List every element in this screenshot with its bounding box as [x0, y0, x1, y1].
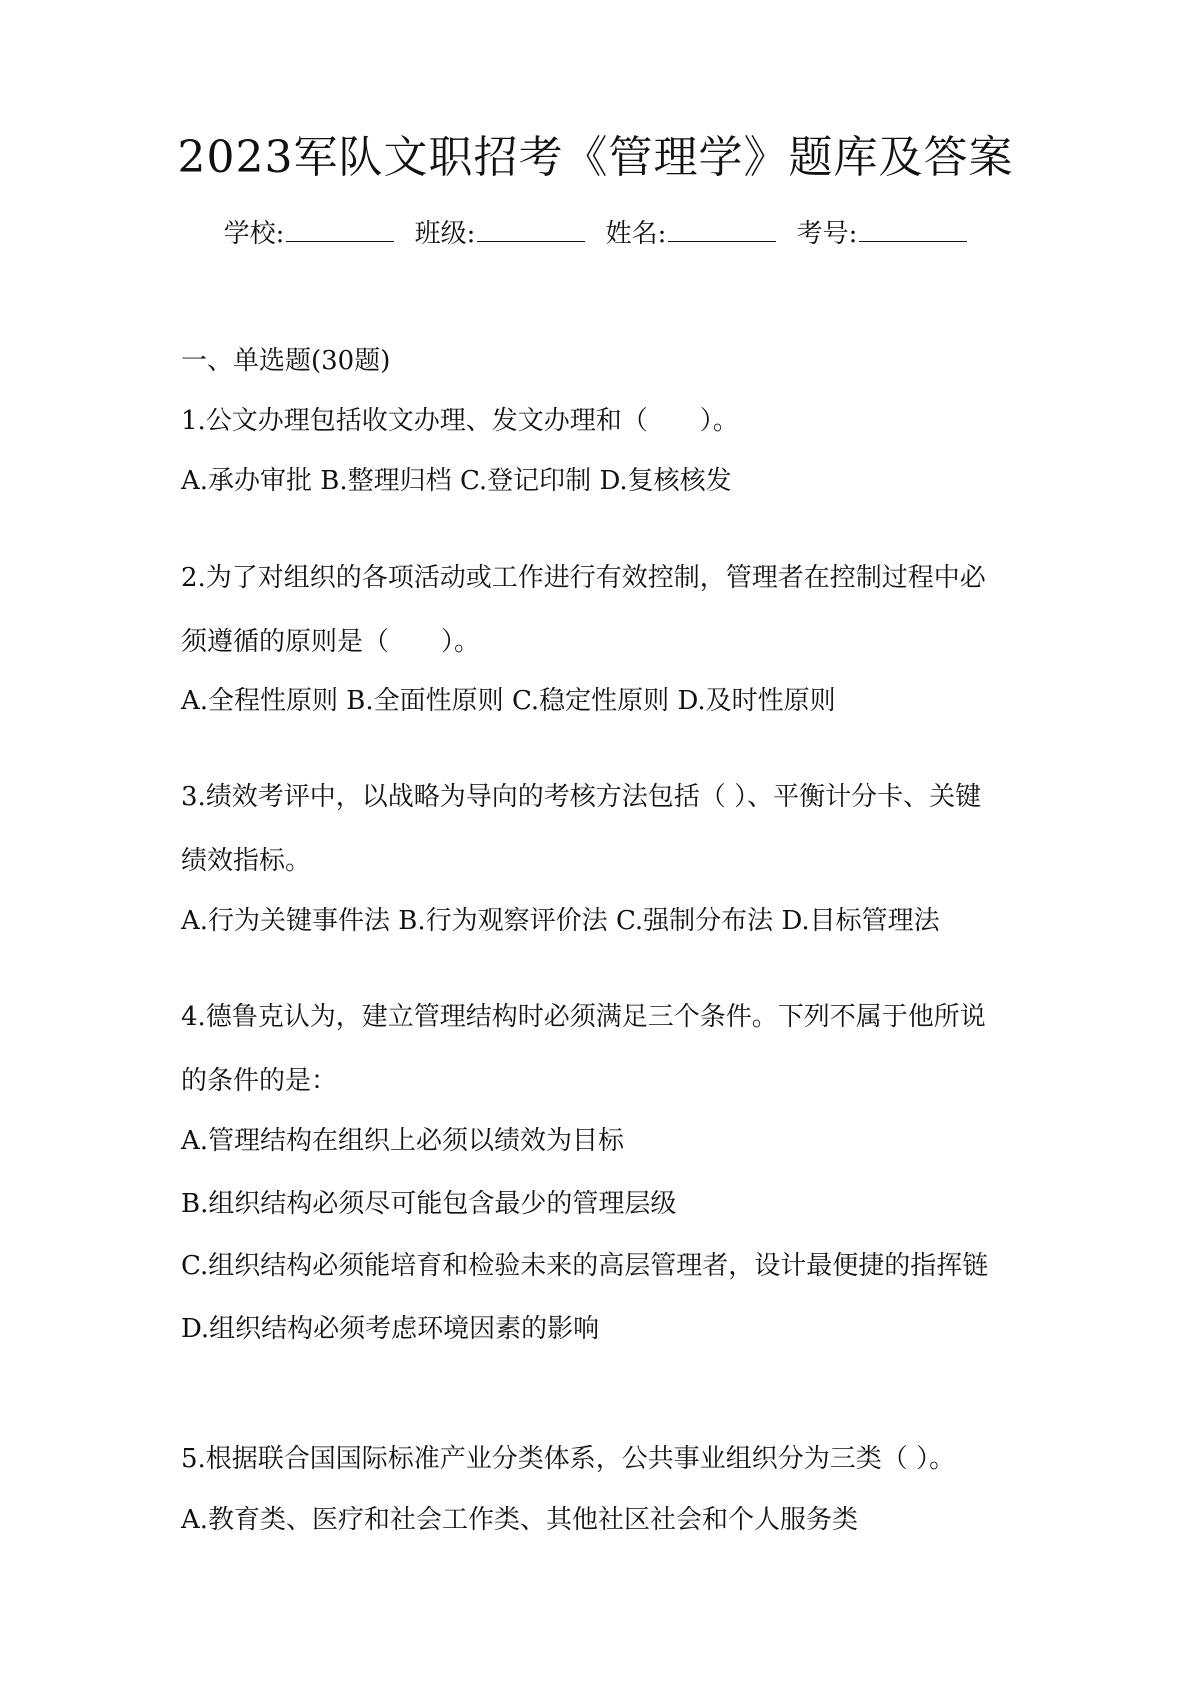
question-4-option-d: D.组织结构必须考虑环境因素的影响 [181, 1314, 600, 1344]
question-1-stem: 1.公文办理包括收文办理、发文办理和（ ）。 [181, 406, 739, 436]
question-4-option-b: B.组织结构必须尽可能包含最少的管理层级 [181, 1189, 677, 1219]
question-2-stem-line-2: 须遵循的原则是（ ）。 [181, 627, 481, 657]
question-4-stem-line-2: 的条件的是： [181, 1066, 338, 1096]
document-title: 2023军队文职招考《管理学》题库及答案 [177, 132, 1014, 183]
info-class-label: 班级: [414, 219, 476, 249]
info-exam-number-label: 考号: [796, 219, 858, 249]
question-3-options: A.行为关键事件法 B.行为观察评价法 C.强制分布法 D.目标管理法 [181, 906, 940, 936]
info-class-blank [477, 217, 585, 242]
info-class [415, 216, 586, 252]
question-4-stem-line-1: 4.德鲁克认为，建立管理结构时必须满足三个条件。下列不属于他所说 [181, 1002, 986, 1032]
section-heading: 一、单选题(30题) [181, 346, 391, 376]
info-name-blank [668, 217, 776, 242]
question-3-stem-line-1: 3.绩效考评中，以战略为导向的考核方法包括（ ）、平衡计分卡、关键 [181, 782, 982, 812]
question-5-stem: 5.根据联合国国际标准产业分类体系，公共事业组织分为三类（ ）。 [181, 1444, 956, 1474]
student-info-row [0, 216, 1191, 252]
question-4-option-c: C.组织结构必须能培育和检验未来的高层管理者，设计最便捷的指挥链 [181, 1251, 989, 1281]
info-exam-number-blank [859, 217, 967, 242]
info-name [606, 216, 777, 252]
info-exam-number [797, 216, 968, 252]
info-school-blank [286, 217, 394, 242]
question-3-stem-line-2: 绩效指标。 [181, 846, 312, 876]
info-name-label: 姓名: [605, 219, 667, 249]
question-1-options: A.承办审批 B.整理归档 C.登记印制 D.复核核发 [181, 466, 732, 496]
question-4-option-a: A.管理结构在组织上必须以绩效为目标 [181, 1126, 625, 1156]
question-2-options: A.全程性原则 B.全面性原则 C.稳定性原则 D.及时性原则 [181, 686, 836, 716]
question-5-option-a: A.教育类、医疗和社会工作类、其他社区社会和个人服务类 [181, 1505, 859, 1535]
question-2-stem-line-1: 2.为了对组织的各项活动或工作进行有效控制，管理者在控制过程中必 [181, 563, 986, 593]
info-school [224, 216, 395, 252]
info-school-label: 学校: [223, 219, 285, 249]
